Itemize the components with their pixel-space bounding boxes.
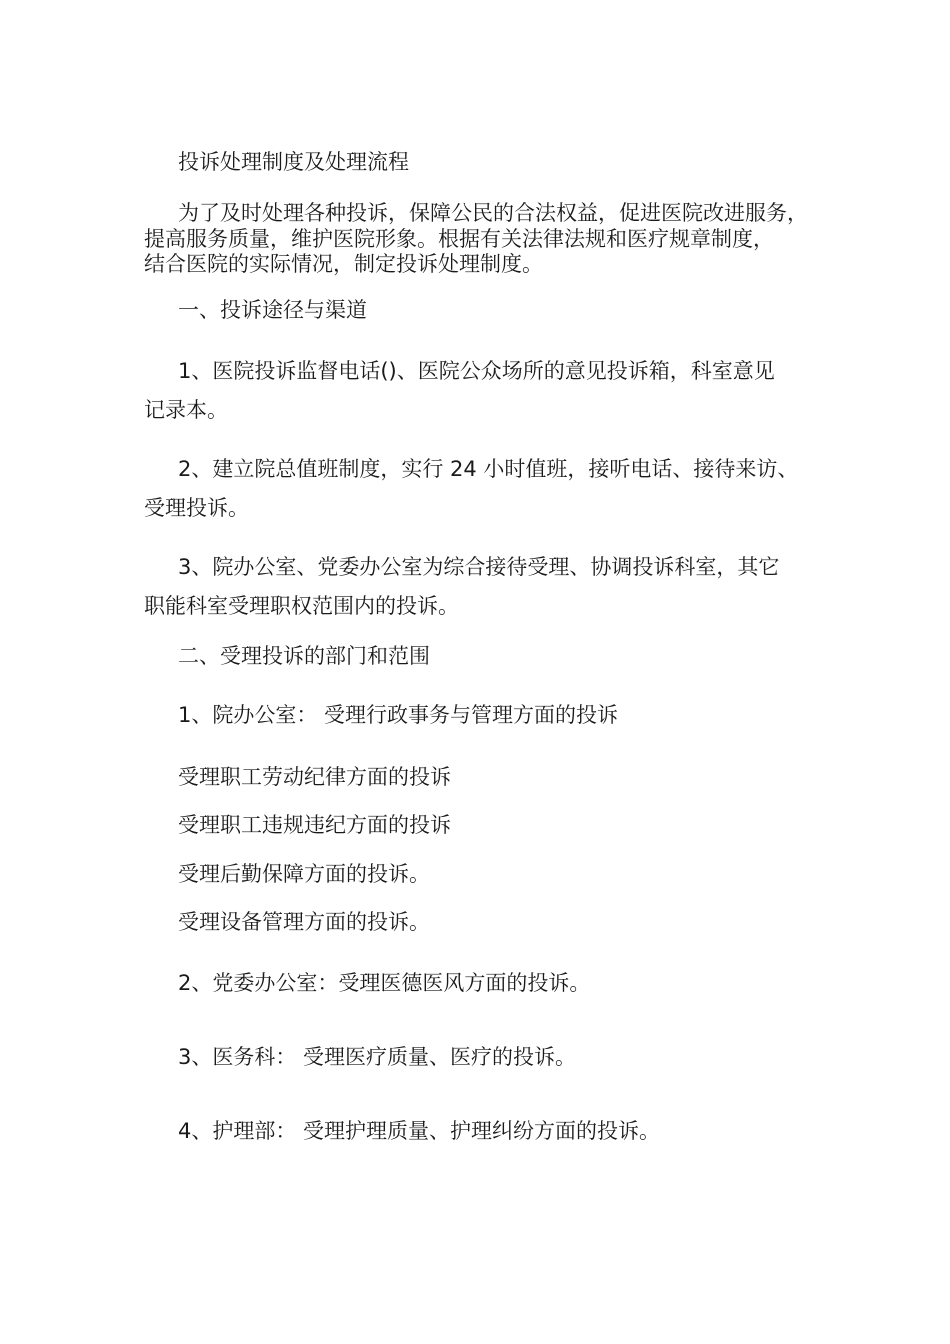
section-1-item-2-line-1: 2、建立院总值班制度，实行 24 小时值班，接听电话、接待来访、 xyxy=(178,457,799,481)
section-2-sub-1: 受理职工劳动纪律方面的投诉 xyxy=(178,765,451,789)
section-2-sub-3: 受理后勤保障方面的投诉。 xyxy=(178,862,430,886)
section-1-item-3-line-2: 职能科室受理职权范围内的投诉。 xyxy=(144,594,459,618)
intro-line-3: 结合医院的实际情况，制定投诉处理制度。 xyxy=(144,252,543,276)
section-1-item-3-line-1: 3、院办公室、党委办公室为综合接待受理、协调投诉科室，其它 xyxy=(178,555,780,579)
section-2-sub-4: 受理设备管理方面的投诉。 xyxy=(178,910,430,934)
intro-line-2: 提高服务质量，维护医院形象。根据有关法律法规和医疗规章制度， xyxy=(144,227,774,251)
section-2-sub-2: 受理职工违规违纪方面的投诉 xyxy=(178,813,451,837)
document-title: 投诉处理制度及处理流程 xyxy=(178,150,409,174)
section-2-item-3: 3、医务科： 受理医疗质量、医疗的投诉。 xyxy=(178,1045,577,1069)
section-2-item-4: 4、护理部： 受理护理质量、护理纠纷方面的投诉。 xyxy=(178,1119,661,1143)
section-2-heading: 二、受理投诉的部门和范围 xyxy=(178,644,430,668)
section-2-item-1: 1、院办公室： 受理行政事务与管理方面的投诉 xyxy=(178,703,619,727)
section-1-item-1-line-2: 记录本。 xyxy=(144,398,228,422)
section-1-heading: 一、投诉途径与渠道 xyxy=(178,298,367,322)
section-1-item-2-line-2: 受理投诉。 xyxy=(144,496,249,520)
section-2-item-2: 2、党委办公室：受理医德医风方面的投诉。 xyxy=(178,971,591,995)
intro-line-1: 为了及时处理各种投诉，保障公民的合法权益，促进医院改进服务， xyxy=(178,201,808,225)
section-1-item-1-line-1: 1、医院投诉监督电话()、医院公众场所的意见投诉箱，科室意见 xyxy=(178,359,775,383)
